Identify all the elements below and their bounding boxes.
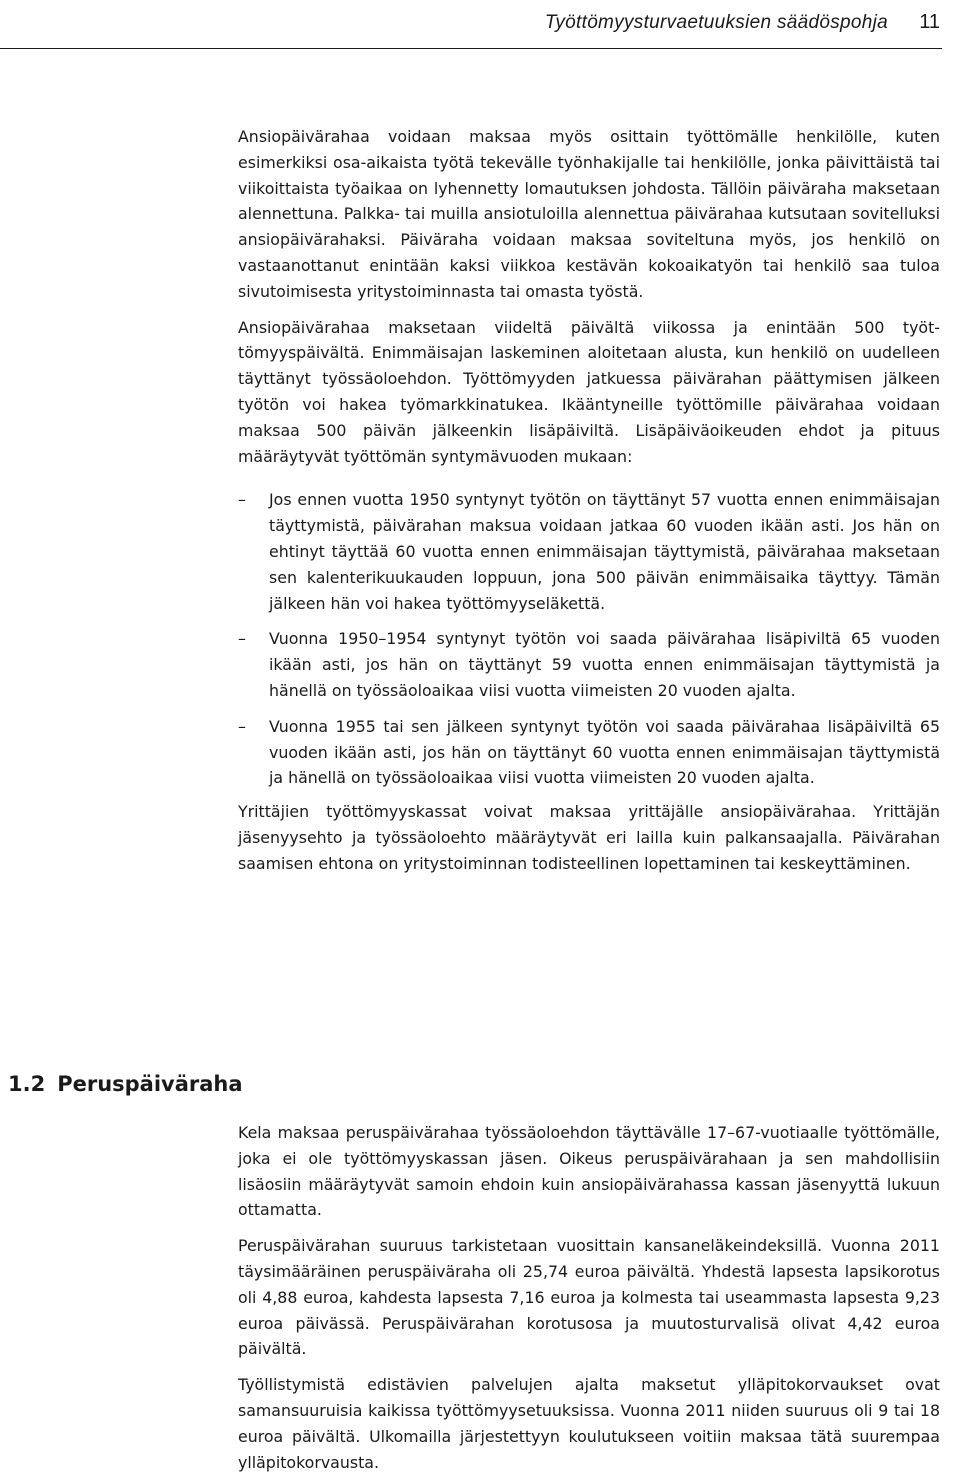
lisapaiva-list [238,487,940,791]
list-dash: – [238,716,246,736]
list-item [238,714,940,791]
section-number: 1.2 [8,1072,46,1096]
paragraph-yrittajat: Yrittäjien työttömyyskassat voivat maksaa yrittäjälle ansiopäivärahaa. Yrittäjän jäsenyysehto ja työssäoloehto määräytyvät eri lailla kuin palkansaajalla. Päivärahan saamisen ehtona on yritystoiminnan todisteellinen lopettaminen tai keskeyttäminen. [238,802,940,873]
list-item-text: Jos ennen vuotta 1950 syntynyt työtön on täyttänyt 57 vuotta ennen enimmäisajan täyttymistä, päivärahan maksua voidaan jatkaa 60 vuoden ikään asti. Jos hän on ehtinyt täyttää 60 vuotta ennen enimmäisajan täyttymistä, päivärahaa maksetaan sen kalenterikuukauden loppuun, jona 500 päivän enimmäisaika täyttyy. Tämän jälkeen hän voi hakea työttömyyseläkettä. [269,490,940,613]
list-item [238,487,940,616]
paragraph-suuruus: Peruspäivärahan suuruus tarkistetaan vuosittain kansaneläkeindeksillä. Vuonna 2011 täysimääräinen peruspäiväraha oli 25,74 euroa päivältä. Yhdestä lapsesta lapsikorotus oli 4,88 euroa, kahdesta lapsesta 7,16 euroa ja kolmesta tai useammasta lapsesta 9,23 euroa päivässä. Peruspäivärahan korotusosa ja muutosturvalisä olivat 4,42 euroa päivältä. [238,1236,940,1359]
section-peruspaivaraha-body [238,1120,940,1475]
paragraph-yllapitokorvaus: Työllistymistä edistävien palvelujen ajalta maksetut ylläpitokorvaukset ovat samansuuruisia kaikissa työttömyysetuuksissa. Vuonna 2011 niiden suuruus oli 9 tai 18 euroa päivältä. Ulkomailla järjestettyyn koulutukseen voitiin maksaa tätä suurempaa ylläpitokorvausta. [238,1375,940,1472]
section-title: Peruspäiväraha [57,1072,243,1096]
running-header-title: Työttömyysturvaetuuksien säädöspohja [544,12,888,33]
header-rule [0,48,942,49]
section-heading-peruspaivaraha [8,1072,243,1096]
list-dash: – [238,490,246,510]
page-header [0,0,960,50]
paragraph-enimmaisaika: Ansiopäivärahaa maksetaan viideltä päivältä viikossa ja enintään 500 työttömyyspäivältä. Enimmäisajan laskeminen aloitetaan alusta, kun henkilö on uudelleen täyttänyt työssäoloehdon. Työttömyyden jatkuessa päivärahan päättymisen jälkeen työtön voi hakea työmarkkinatukea. Ikääntyneille työttömille päivärahaa voidaan maksaa 500 päivän jälkeenkin lisäpäiviltä. Lisäpäiväoikeuden ehdot ja pituus määräytyvät työttömän syntymävuoden mukaan: [238,317,940,466]
paragraph-kela-maksaa: Kela maksaa peruspäivärahaa työssäoloehdon täyttävälle 17–67-vuotiaalle työttömälle, joka ei ole työttömyyskassan jäsen. Oikeus peruspäivärahaan ja sen mahdollisiin lisäosiin määräytyvät samoin ehdoin kuin ansiopäivärahassa kassan jäsenyyttä lukuun ottamatta. [238,1123,940,1220]
list-item-text: Vuonna 1955 tai sen jälkeen syntynyt työtön voi saada päivärahaa lisäpäiviltä 65 vuoden ikään asti, jos hän on täyttänyt 60 vuotta ennen enimmäisajan täyttymistä ja hänellä on työssäoloaikaa viisi vuotta viimeisten 20 vuoden ajalta. [269,716,940,788]
page-number: 11 [919,11,940,33]
list-dash: – [238,629,246,649]
section-ansiopaivaraha-body [238,124,940,877]
list-item [238,626,940,703]
paragraph-soviteltu-paivaraha: Ansiopäivärahaa voidaan maksaa myös osittain työttömälle henkilölle, kuten esimerkiksi osa-aikaista työtä tekevälle työnhakijalle tai henkilölle, jonka päivittäistä tai viikoittaista työaikaa on lyhennetty lomautuksen johdosta. Tällöin päiväraha maksetaan alennettuna. Palkka- tai muilla ansiotuloilla alennettua päivärahaa kutsutaan sovitelluksi ansiopäivärahaksi. Päiväraha voidaan maksaa soviteltuna myös, jos henkilö on vastaanottanut enintään kaksi viikkoa kestävän kokoaikatyön tai henkilö saa tuloa sivutoimisesta yritystoiminnasta tai omasta työstä. [238,127,940,301]
list-item-text: Vuonna 1950–1954 syntynyt työtön voi saada päivärahaa lisäpiviltä 65 vuoden ikään asti, jos hän on täyttänyt 59 vuotta ennen enimmäisajan täyttymistä ja hänellä on työssäoloaikaa viisi vuotta viimeisten 20 vuoden ajalta. [269,629,940,700]
